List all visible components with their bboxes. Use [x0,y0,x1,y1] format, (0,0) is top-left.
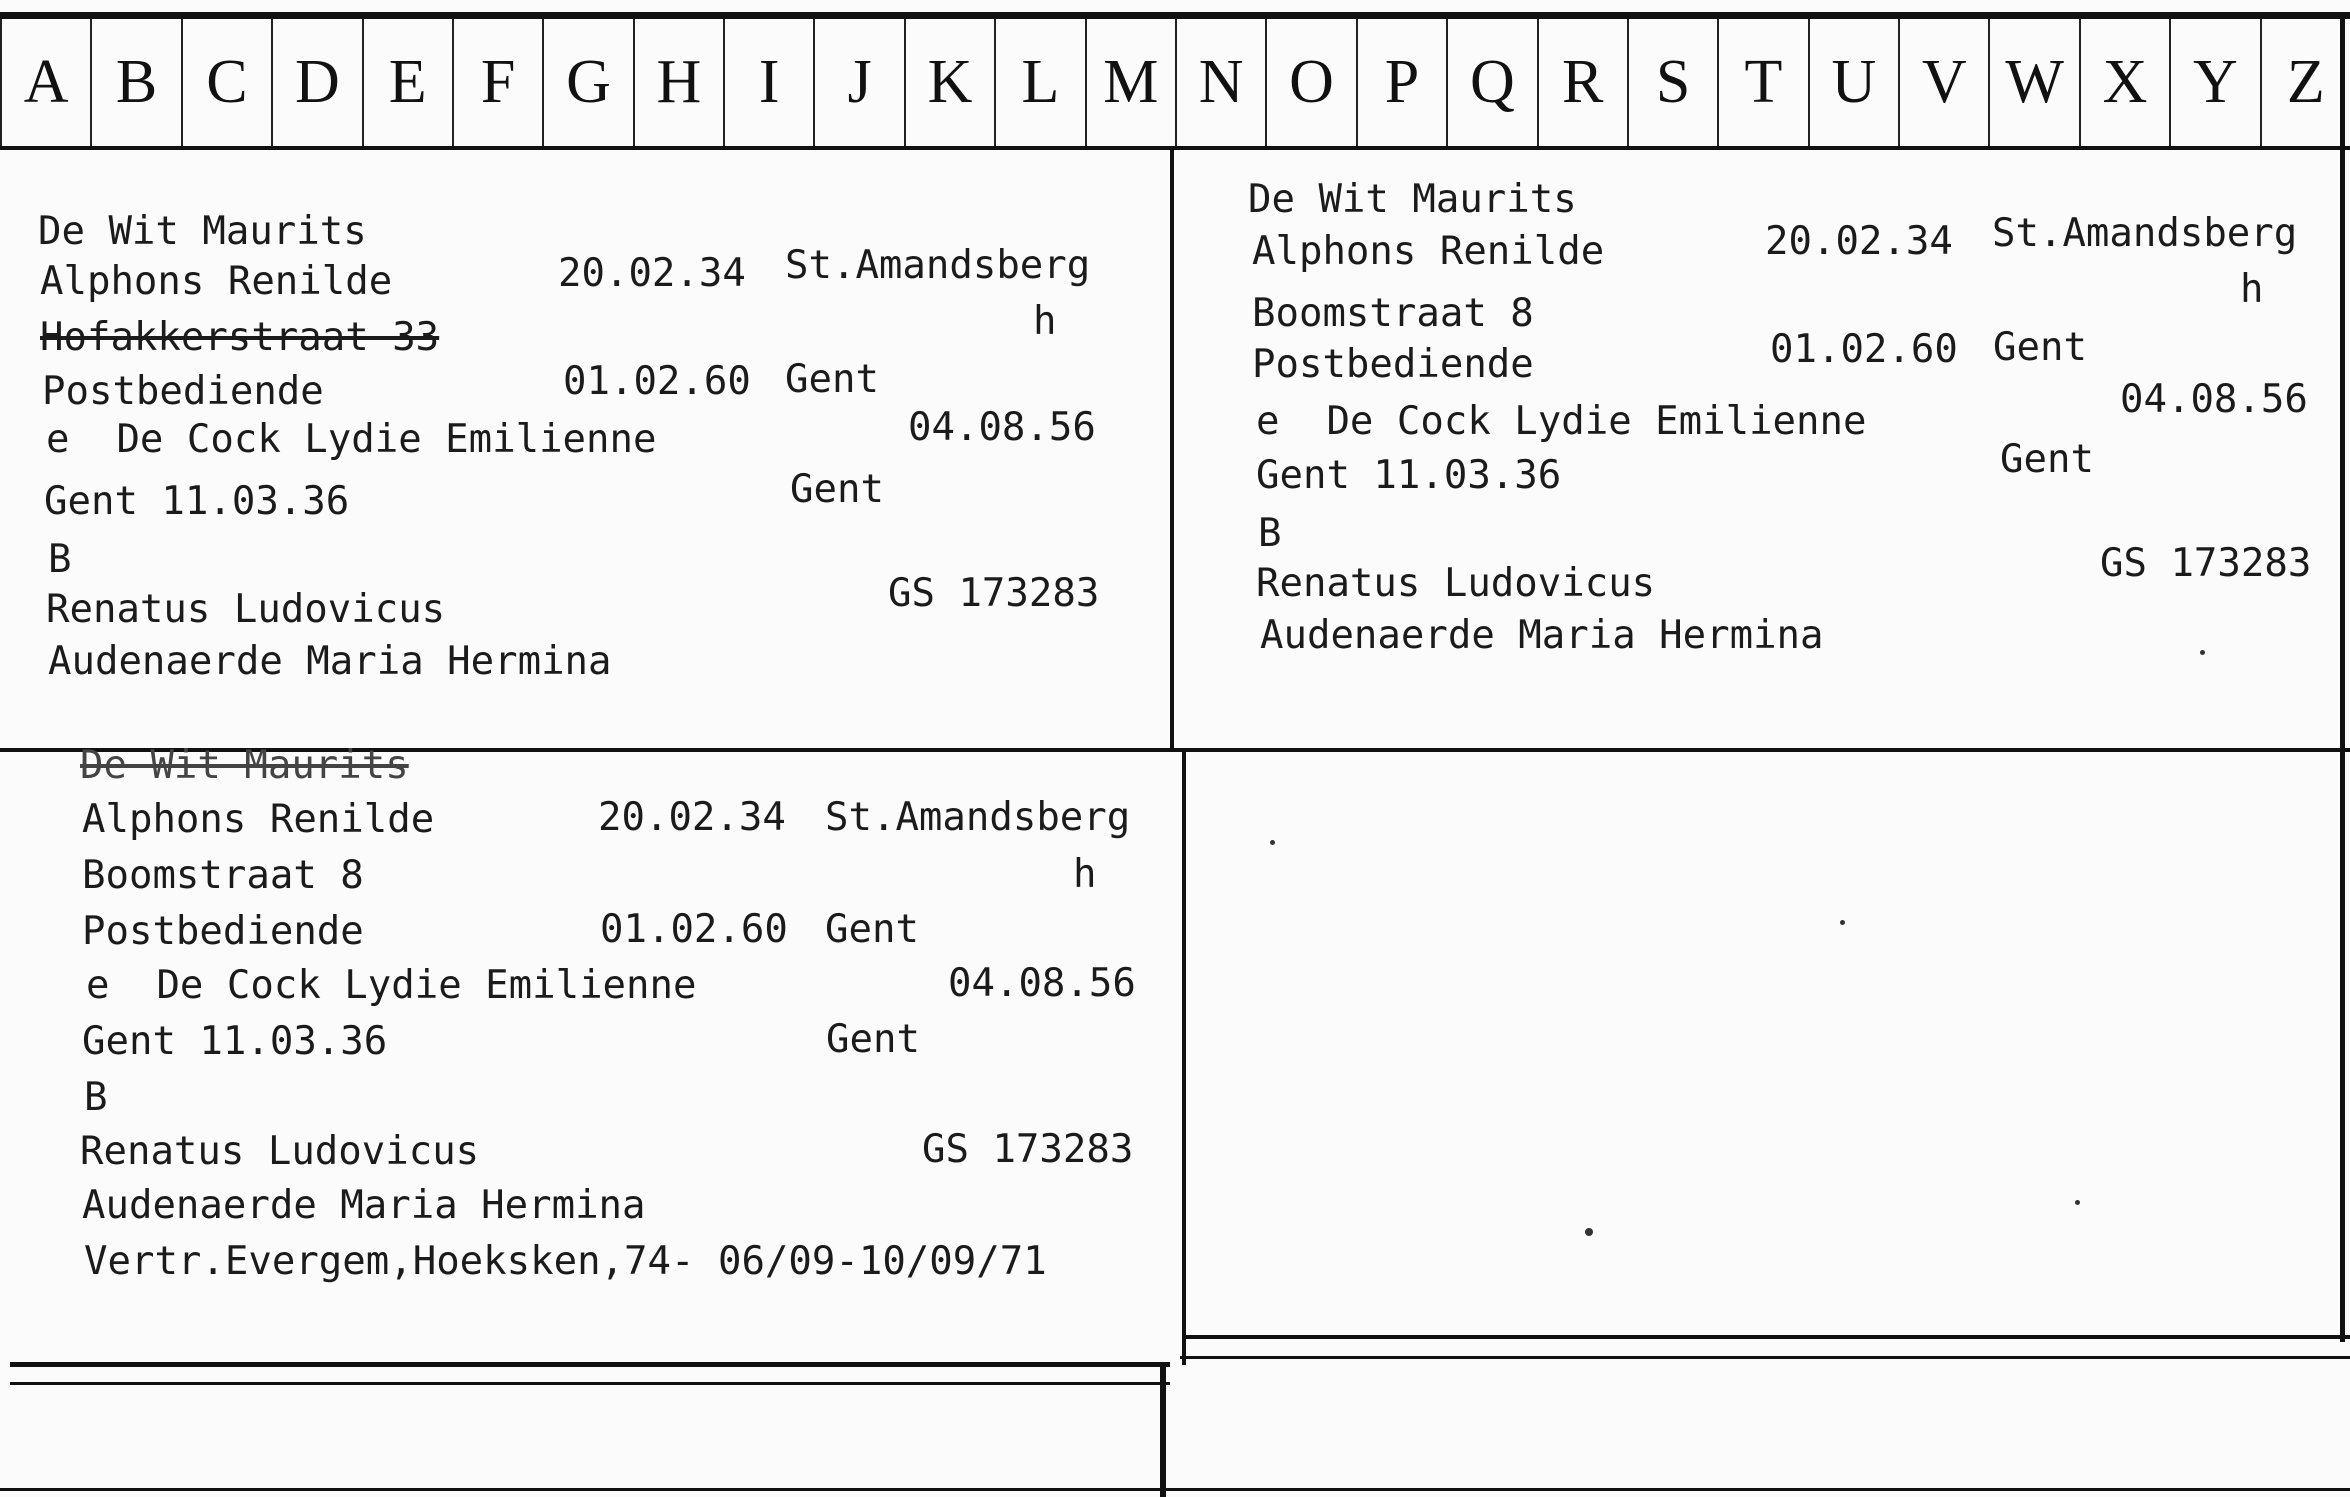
card-father-names: Renatus Ludovicus [80,1129,480,1174]
card-occupation: Postbediende [82,909,364,954]
card-spouse-birth: Gent 11.03.36 [1256,453,1562,498]
index-tab-i: I [723,19,813,146]
index-tab-a: A [0,19,90,146]
card-spouse-line: e De Cock Lydie Emilienne [1256,399,1867,444]
alphabet-index-bar [0,12,2350,150]
card-divider-horizontal-lower-right [1180,1356,2350,1359]
index-tab-c: C [181,19,271,146]
card-father-names: Renatus Ludovicus [1256,561,1656,606]
index-tab-z: Z [2260,19,2350,146]
card-marriage-place: Gent [790,467,884,512]
card-divider-horizontal-double-a [10,1362,1170,1367]
card-given-names-line: Alphons Renilde [1252,229,1605,274]
card-name-line: De Wit Maurits [38,209,367,254]
card-marriage-date: 04.08.56 [908,405,1096,450]
card-given-names-line: Alphons Renilde [82,797,435,842]
card-divider-vertical-bottom [1182,750,1186,1365]
card-address-struck: Hofakkerstraat 33 [40,315,440,360]
card-given-names-line: Alphons Renilde [40,259,393,304]
index-tab-q: Q [1446,19,1536,146]
card-mark-h: h [2240,267,2264,312]
card-address: Boomstraat 8 [1252,291,1534,336]
index-tab-k: K [904,19,994,146]
index-tab-p: P [1356,19,1446,146]
card-mother-names: Audenaerde Maria Hermina [82,1183,646,1228]
index-tab-s: S [1627,19,1717,146]
card-spouse-birth: Gent 11.03.36 [44,479,350,524]
card-registry-number: GS 173283 [888,571,1100,616]
card-marriage-place: Gent [826,1017,920,1062]
card-birth-place: St.Amandsberg [785,243,1091,288]
card-birth-place: St.Amandsberg [1992,211,2298,256]
card-divider-vertical-top [1170,150,1174,750]
card-registry-number: GS 173283 [922,1127,1134,1172]
card-mark-b: B [1258,511,1282,556]
card-marriage-date: 04.08.56 [948,961,1136,1006]
card-date-occupation: 01.02.60 [563,359,751,404]
card-birth-place: St.Amandsberg [825,795,1131,840]
index-tab-r: R [1537,19,1627,146]
card-birth-date: 20.02.34 [598,795,786,840]
index-tab-y: Y [2169,19,2259,146]
card-mark-b: B [84,1075,108,1120]
index-tab-f: F [452,19,542,146]
scan-speck [2200,650,2205,655]
card-divider-horizontal-lower [1186,1335,2350,1339]
scan-speck [1270,840,1275,845]
index-tab-n: N [1175,19,1265,146]
page-edge-right [2340,12,2345,1342]
scan-speck [2075,1200,2080,1205]
card-place-occupation: Gent [785,357,879,402]
card-name-line: De Wit Maurits [1248,177,1577,222]
index-tab-w: W [1988,19,2078,146]
index-tab-o: O [1265,19,1355,146]
index-tab-u: U [1808,19,1898,146]
index-tab-j: J [813,19,903,146]
card-marriage-date: 04.08.56 [2120,377,2308,422]
index-tab-v: V [1898,19,1988,146]
card-divider-vertical-footer [1160,1365,1166,1497]
card-mother-names: Audenaerde Maria Hermina [48,639,612,684]
card-father-names: Renatus Ludovicus [46,587,446,632]
card-spouse-line: e De Cock Lydie Emilienne [46,417,657,462]
index-tab-x: X [2079,19,2169,146]
index-tab-m: M [1085,19,1175,146]
card-marriage-place: Gent [2000,437,2094,482]
card-mark-h: h [1033,299,1057,344]
card-birth-date: 20.02.34 [1765,219,1953,264]
card-address: Boomstraat 8 [82,853,364,898]
card-spouse-line: e De Cock Lydie Emilienne [86,963,697,1008]
card-occupation: Postbediende [1252,342,1534,387]
card-mark-h: h [1073,852,1097,897]
index-tab-t: T [1717,19,1807,146]
scan-speck [1840,920,1845,925]
index-tab-d: D [271,19,361,146]
scan-speck [1585,1228,1593,1236]
card-birth-date: 20.02.34 [558,251,746,296]
card-divider-horizontal-double-b [10,1382,1170,1385]
index-tab-h: H [633,19,723,146]
card-occupation: Postbediende [42,369,324,414]
index-tab-b: B [90,19,180,146]
card-mark-b: B [48,537,72,582]
card-mother-names: Audenaerde Maria Hermina [1260,613,1824,658]
index-tab-g: G [542,19,632,146]
card-name-line-struck: De Wit Maurits [80,743,409,788]
card-date-occupation: 01.02.60 [1770,327,1958,372]
card-spouse-birth: Gent 11.03.36 [82,1019,388,1064]
index-tab-l: L [994,19,1084,146]
card-place-occupation: Gent [1993,325,2087,370]
card-place-occupation: Gent [825,907,919,952]
index-tab-e: E [362,19,452,146]
card-divider-bottom-edge [0,1488,2350,1491]
card-date-occupation: 01.02.60 [600,907,788,952]
card-registry-number: GS 173283 [2100,541,2312,586]
card-relocation-note: Vertr.Evergem,Hoeksken,74- 06/09-10/09/71 [84,1239,1047,1284]
